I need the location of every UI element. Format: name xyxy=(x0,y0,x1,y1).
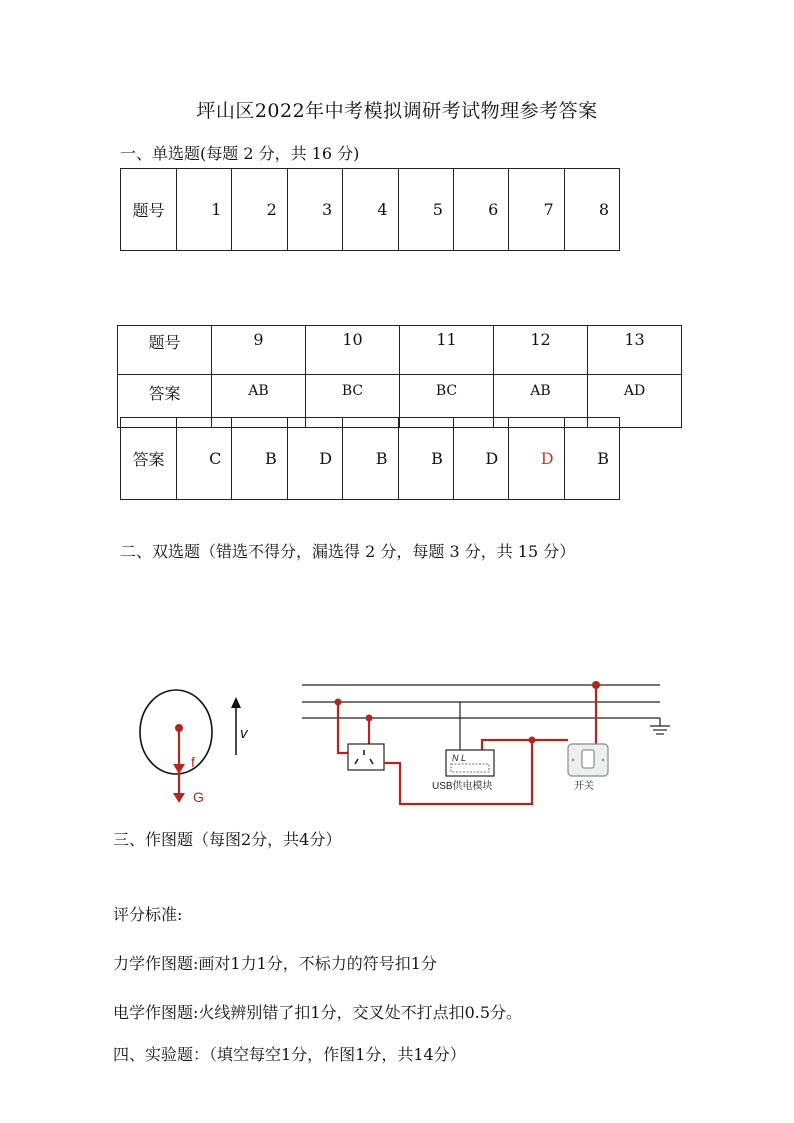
question-number: 6 xyxy=(453,169,508,251)
force-diagram xyxy=(130,680,270,810)
answer-cell: B xyxy=(232,418,287,500)
answer-cell: BC xyxy=(306,375,400,428)
question-number: 1 xyxy=(177,169,232,251)
gravity-arrowhead xyxy=(173,793,185,803)
usb-module-label: USB供电模块 xyxy=(432,781,493,792)
row-label-answer: 答案 xyxy=(118,375,212,428)
table-row xyxy=(118,326,682,375)
answer-cell: B xyxy=(564,418,619,500)
usb-module-terminals: N L xyxy=(452,753,467,763)
answer-cell: B xyxy=(398,418,453,500)
answer-cell: C xyxy=(177,418,232,500)
circuit-diagram xyxy=(300,676,680,811)
section1-heading: 一、单选题(每题 2 分，共 16 分) xyxy=(120,144,360,163)
gravity-label: G xyxy=(193,789,204,805)
answer-cell: D xyxy=(453,418,508,500)
table-row xyxy=(121,169,620,251)
ball-outline xyxy=(140,690,212,774)
junction-dot xyxy=(366,715,373,722)
question-number: 7 xyxy=(509,169,564,251)
single-choice-answer-table xyxy=(120,417,620,500)
question-number: 11 xyxy=(400,326,494,375)
question-number: 3 xyxy=(287,169,342,251)
answer-cell: AB xyxy=(494,375,588,428)
switch-screw xyxy=(602,759,604,761)
friction-label: f xyxy=(191,754,195,770)
double-choice-table xyxy=(117,325,682,428)
question-number: 13 xyxy=(588,326,682,375)
answer-cell: AB xyxy=(212,375,306,428)
mechanics-grading-rule: 力学作图题:画对1力1分，不标力的符号扣1分 xyxy=(113,954,437,973)
switch-screw xyxy=(572,759,574,761)
section4-heading: 四、实验题：（填空每空1分，作图1分，共14分） xyxy=(113,1045,466,1064)
row-label-answer: 答案 xyxy=(121,418,177,500)
socket-neutral-wire xyxy=(338,702,348,753)
switch-rocker xyxy=(582,750,594,768)
grading-title: 评分标准: xyxy=(113,905,183,924)
module-live-wire xyxy=(482,740,568,750)
question-number: 10 xyxy=(306,326,400,375)
velocity-label: v xyxy=(240,725,248,742)
junction-dot xyxy=(592,681,600,689)
answer-cell: AD xyxy=(588,375,682,428)
section2-heading: 二、双选题（错选不得分，漏选得 2 分，每题 3 分，共 15 分） xyxy=(120,542,576,561)
table-row xyxy=(121,418,620,500)
answer-cell: B xyxy=(343,418,398,500)
answer-cell-highlighted: D xyxy=(509,418,564,500)
socket-icon xyxy=(348,744,384,770)
electric-grading-rule: 电学作图题:火线辨别错了扣1分，交叉处不打点扣0.5分。 xyxy=(113,1003,523,1022)
row-label-question: 题号 xyxy=(118,326,212,375)
question-number: 9 xyxy=(212,326,306,375)
single-choice-question-table xyxy=(120,168,620,251)
page-title: 坪山区2022年中考模拟调研考试物理参考答案 xyxy=(196,100,598,122)
question-number: 5 xyxy=(398,169,453,251)
answer-cell: D xyxy=(287,418,342,500)
section3-heading: 三、作图题（每图2分，共4分） xyxy=(113,830,342,849)
question-number: 4 xyxy=(343,169,398,251)
answer-cell: BC xyxy=(400,375,494,428)
question-number: 8 xyxy=(564,169,619,251)
question-number: 2 xyxy=(232,169,287,251)
velocity-arrowhead xyxy=(231,697,241,708)
row-label-question: 题号 xyxy=(121,169,177,251)
switch-label: 开关 xyxy=(574,781,594,792)
junction-dot xyxy=(335,699,342,706)
question-number: 12 xyxy=(494,326,588,375)
